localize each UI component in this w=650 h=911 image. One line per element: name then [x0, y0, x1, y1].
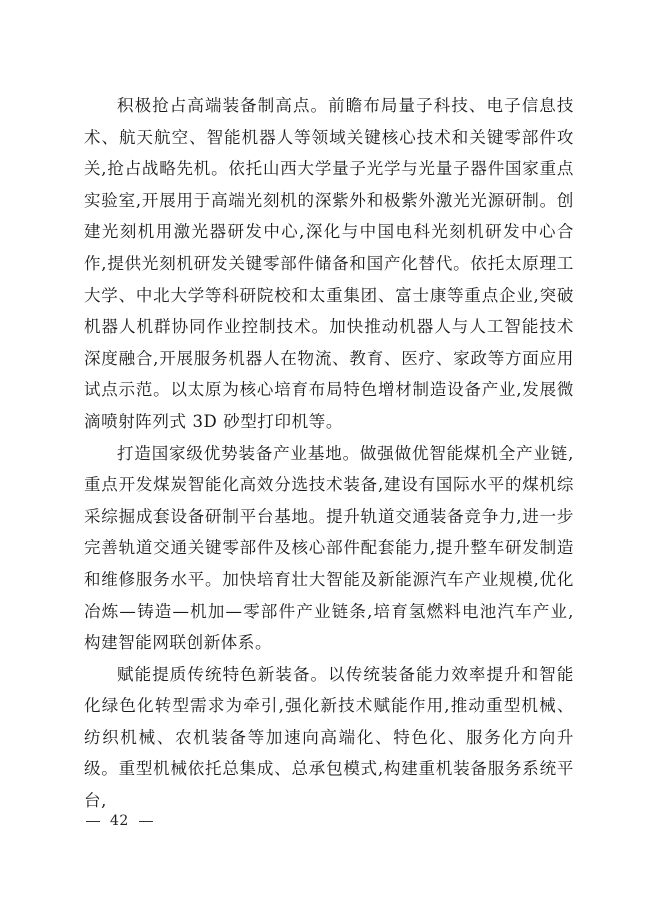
page-number: 42	[110, 813, 129, 829]
paragraph-high-end-equipment: 积极抢占高端装备制高点。前瞻布局量子科技、电子信息技术、航天航空、智能机器人等领域关键核心技术和关键零部件攻关,抢占战略先机。依托山西大学量子光学与光量子器件国家重点实验室,开展用于高端光刻机的深紫外和极紫外激光光源研制。创建光刻机用激光器研发中心,深化与中国电科光刻机研发中心合作,提供光刻机研发关键零部件储备和国产化替代。依托太原理工大学、中北大学等科研院校和太重集团、富士康等重点企业,突破机器人机群协同作业控制技术。加快推动机器人与人工智能技术深度融合,开展服务机器人在物流、教育、医疗、家政等方面应用试点示范。以太原为核心培育布局特色增材制造设备产业,发展微滴喷射阵列式 3D 砂型打印机等。	[84, 96, 574, 431]
footer-left-dash	[86, 821, 100, 822]
footer-right-dash	[139, 821, 153, 822]
body-text	[84, 90, 574, 817]
page-footer	[86, 813, 153, 829]
paragraph-national-equipment-base: 打造国家级优势装备产业基地。做强做优智能煤机全产业链,重点开发煤炭智能化高效分选技术装备,建设有国际水平的煤机综采综掘成套设备研制平台基地。提升轨道交通装备竞争力,进一步完善轨道交通关键零部件及核心部件配套能力,提升整车研发制造和维修服务水平。加快培育壮大智能及新能源汽车产业规模,优化冶炼—铸造—机加—零部件产业链条,培育氢燃料电池汽车产业,构建智能网联创新体系。	[84, 443, 574, 653]
paragraph-traditional-equipment: 赋能提质传统特色新装备。以传统装备能力效率提升和智能化绿色化转型需求为牵引,强化新技术赋能作用,推动重型机械、纺织机械、农机装备等加速向高端化、特色化、服务化方向升级。重型机械依托总集成、总承包模式,构建重机装备服务系统平台,	[84, 664, 574, 811]
